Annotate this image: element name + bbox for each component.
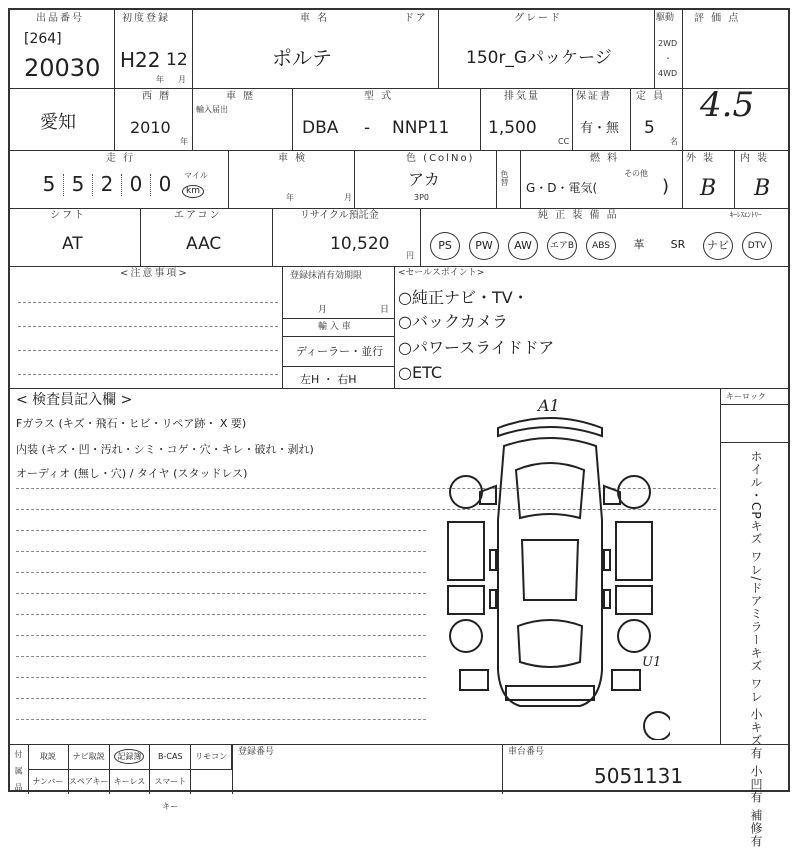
car-name: ポルテ bbox=[272, 46, 332, 70]
chassis-number: 5051131 bbox=[594, 764, 684, 788]
equipment-item: SR bbox=[670, 238, 686, 251]
accessories-row-1 bbox=[28, 744, 232, 769]
warranty-label: 保証書 bbox=[576, 91, 612, 102]
steering-option: 左H ・ 右H bbox=[300, 373, 357, 386]
equipment-list bbox=[424, 230, 788, 260]
shift: AT bbox=[62, 234, 83, 254]
model-code: NNP11 bbox=[392, 118, 450, 138]
month-unit: 月 bbox=[178, 75, 186, 84]
drive-2wd: 2WD bbox=[658, 39, 678, 48]
ac: AAC bbox=[186, 234, 222, 254]
accessory-cell: キーレス bbox=[110, 769, 151, 794]
model-prefix: DBA bbox=[302, 118, 339, 138]
mileage-label: 走 行 bbox=[106, 153, 136, 164]
recycle: 10,520 bbox=[330, 234, 390, 254]
import-label: 輸 入 車 bbox=[318, 322, 351, 332]
mileage-digit: 0 bbox=[129, 172, 143, 196]
drive-label: 駆動 bbox=[656, 13, 675, 23]
ac-label: エアコン bbox=[174, 210, 222, 221]
equipment-item: AW bbox=[508, 232, 538, 260]
inspector-line-2: 内装 (キズ・凹・汚れ・シミ・コゲ・穴・キレ・破れ・剥れ) bbox=[16, 443, 314, 456]
interior: B bbox=[754, 176, 771, 201]
keylock-label: キーロック bbox=[726, 392, 766, 401]
inspector-title: < 検査員記入欄 > bbox=[16, 392, 133, 408]
history-label: 車 歴 bbox=[226, 91, 256, 102]
fuel-label: 燃 料 bbox=[590, 153, 620, 164]
mileage-digits bbox=[36, 174, 180, 198]
mile-unit: マイル bbox=[184, 171, 208, 180]
accessory-cell: スペアキー bbox=[69, 769, 110, 794]
model-label: 型 式 bbox=[364, 91, 394, 102]
sales-point-3: ○パワースライドドア bbox=[398, 338, 555, 357]
accessory-cell: スマートキー bbox=[150, 769, 191, 794]
auction-sheet bbox=[8, 8, 790, 848]
model-dash: - bbox=[364, 118, 371, 138]
inspector-side-text: ホイル・CPキズ ワレ/ドアミラーキズ ワレ 小キズ有 小凹有 補修有 bbox=[749, 450, 763, 848]
fuel-options: G・D・電気( bbox=[526, 181, 598, 195]
equipment-item: ナビ bbox=[703, 232, 733, 260]
fuel-close: ) bbox=[662, 176, 670, 197]
accessory-cell: 取説 bbox=[28, 744, 69, 769]
damage-mark-u1: U1 bbox=[642, 655, 662, 670]
score-label: 評 価 点 bbox=[694, 13, 741, 24]
equipment-item: エアB bbox=[547, 232, 577, 260]
capacity: 5 bbox=[644, 118, 655, 138]
warranty: 有・無 bbox=[580, 121, 620, 136]
mileage-digit: 5 bbox=[42, 172, 56, 196]
accessory-cell: リモコン bbox=[191, 744, 232, 769]
accessory-cell: ナビ取説 bbox=[69, 744, 110, 769]
mileage-digit: 0 bbox=[158, 172, 172, 196]
lot-number: 20030 bbox=[24, 54, 101, 82]
km-unit: km bbox=[182, 185, 204, 198]
grade-label: グレード bbox=[514, 13, 562, 24]
chassis-label: 車台番号 bbox=[508, 747, 545, 757]
keyless-label: ｷｰﾚｽｴﾝﾄﾘｰ bbox=[730, 211, 762, 219]
grade: 150r_Gパッケージ bbox=[466, 48, 612, 68]
sales-point-1: ○純正ナビ・TV・ bbox=[398, 288, 529, 307]
drive-4wd: 4WD bbox=[658, 69, 678, 78]
equipment-label: 純 正 装 備 品 bbox=[538, 210, 619, 221]
deadline-month: 月 bbox=[318, 305, 328, 315]
equipment-item: 革 bbox=[633, 238, 645, 251]
accessory-cell: ナンバー bbox=[28, 769, 69, 794]
caution-label: <注意事項> bbox=[120, 268, 189, 279]
accessory-cell: 記録簿 bbox=[110, 744, 151, 769]
equipment-item: PW bbox=[469, 232, 499, 260]
reg-number-label: 登録番号 bbox=[238, 747, 275, 757]
fuel-other: その他 bbox=[624, 169, 648, 178]
displacement-label: 排気量 bbox=[504, 91, 540, 102]
sales-point-4: ○ETC bbox=[398, 363, 443, 382]
insp-month-unit: 月 bbox=[344, 193, 352, 202]
accessory-cell: B-CAS bbox=[150, 744, 191, 769]
first-reg-label: 初度登録 bbox=[122, 13, 170, 24]
year-value: 2010 bbox=[130, 118, 171, 137]
history-sub: 輸入届出 bbox=[196, 105, 228, 114]
score: 4.5 bbox=[700, 85, 755, 125]
capacity-unit: 名 bbox=[670, 137, 678, 146]
deadline-day: 日 bbox=[380, 305, 390, 315]
recycle-label: リサイクル預託金 bbox=[300, 210, 379, 221]
sales-point-2: ○バックカメラ bbox=[398, 312, 508, 331]
equipment-item: PS bbox=[430, 232, 460, 260]
equipment-item: DTV bbox=[742, 232, 772, 260]
displacement: 1,500 bbox=[488, 118, 537, 138]
inspector-line-1: Fガラス (キズ・飛石・ヒビ・リペア跡・ X 要) bbox=[16, 417, 247, 430]
door-label: ドア bbox=[404, 13, 428, 24]
year-unit2: 年 bbox=[180, 137, 188, 146]
capacity-label: 定 員 bbox=[636, 91, 666, 102]
accessories-row-2 bbox=[28, 769, 232, 811]
dealer-option: ディーラー・並行 bbox=[296, 345, 384, 358]
color-code: 3P0 bbox=[414, 193, 430, 202]
color-label: 色 (ColNo) bbox=[406, 153, 475, 164]
first-reg-era: H22 bbox=[120, 48, 161, 72]
inspection-label: 車 検 bbox=[278, 153, 308, 164]
first-reg-month: 12 bbox=[166, 50, 188, 70]
reg-deadline-label: 登録抹消有効期限 bbox=[290, 271, 363, 281]
lot-bracket: [264] bbox=[24, 31, 62, 47]
mileage-digit: 5 bbox=[71, 172, 85, 196]
inspector-line-3: オーディオ (無し・穴) / タイヤ (スタッドレス) bbox=[16, 467, 248, 480]
year-label: 西 暦 bbox=[142, 91, 172, 102]
interior-label: 内 装 bbox=[740, 153, 770, 164]
car-diagram bbox=[430, 396, 670, 740]
exterior: B bbox=[700, 176, 717, 201]
sales-label: <セールスポイント> bbox=[398, 268, 485, 278]
shift-label: シフト bbox=[50, 210, 86, 221]
color: アカ bbox=[408, 170, 440, 189]
insp-year-unit: 年 bbox=[286, 193, 294, 202]
prefecture: 愛知 bbox=[40, 112, 76, 133]
car-name-label: 車 名 bbox=[300, 13, 330, 24]
accessories-label: 付 属 品 bbox=[14, 750, 23, 795]
cc-unit: CC bbox=[558, 137, 570, 146]
damage-mark-a1: A1 bbox=[538, 396, 560, 415]
yen-unit: 円 bbox=[406, 251, 414, 260]
year-unit: 年 bbox=[156, 75, 164, 84]
drive-sep: ・ bbox=[664, 54, 672, 63]
color-change-label: 色替 bbox=[500, 170, 509, 186]
mileage-digit: 2 bbox=[100, 172, 114, 196]
lot-number-label: 出品番号 bbox=[36, 13, 84, 24]
equipment-item: ABS bbox=[586, 232, 616, 260]
exterior-label: 外 装 bbox=[686, 153, 716, 164]
